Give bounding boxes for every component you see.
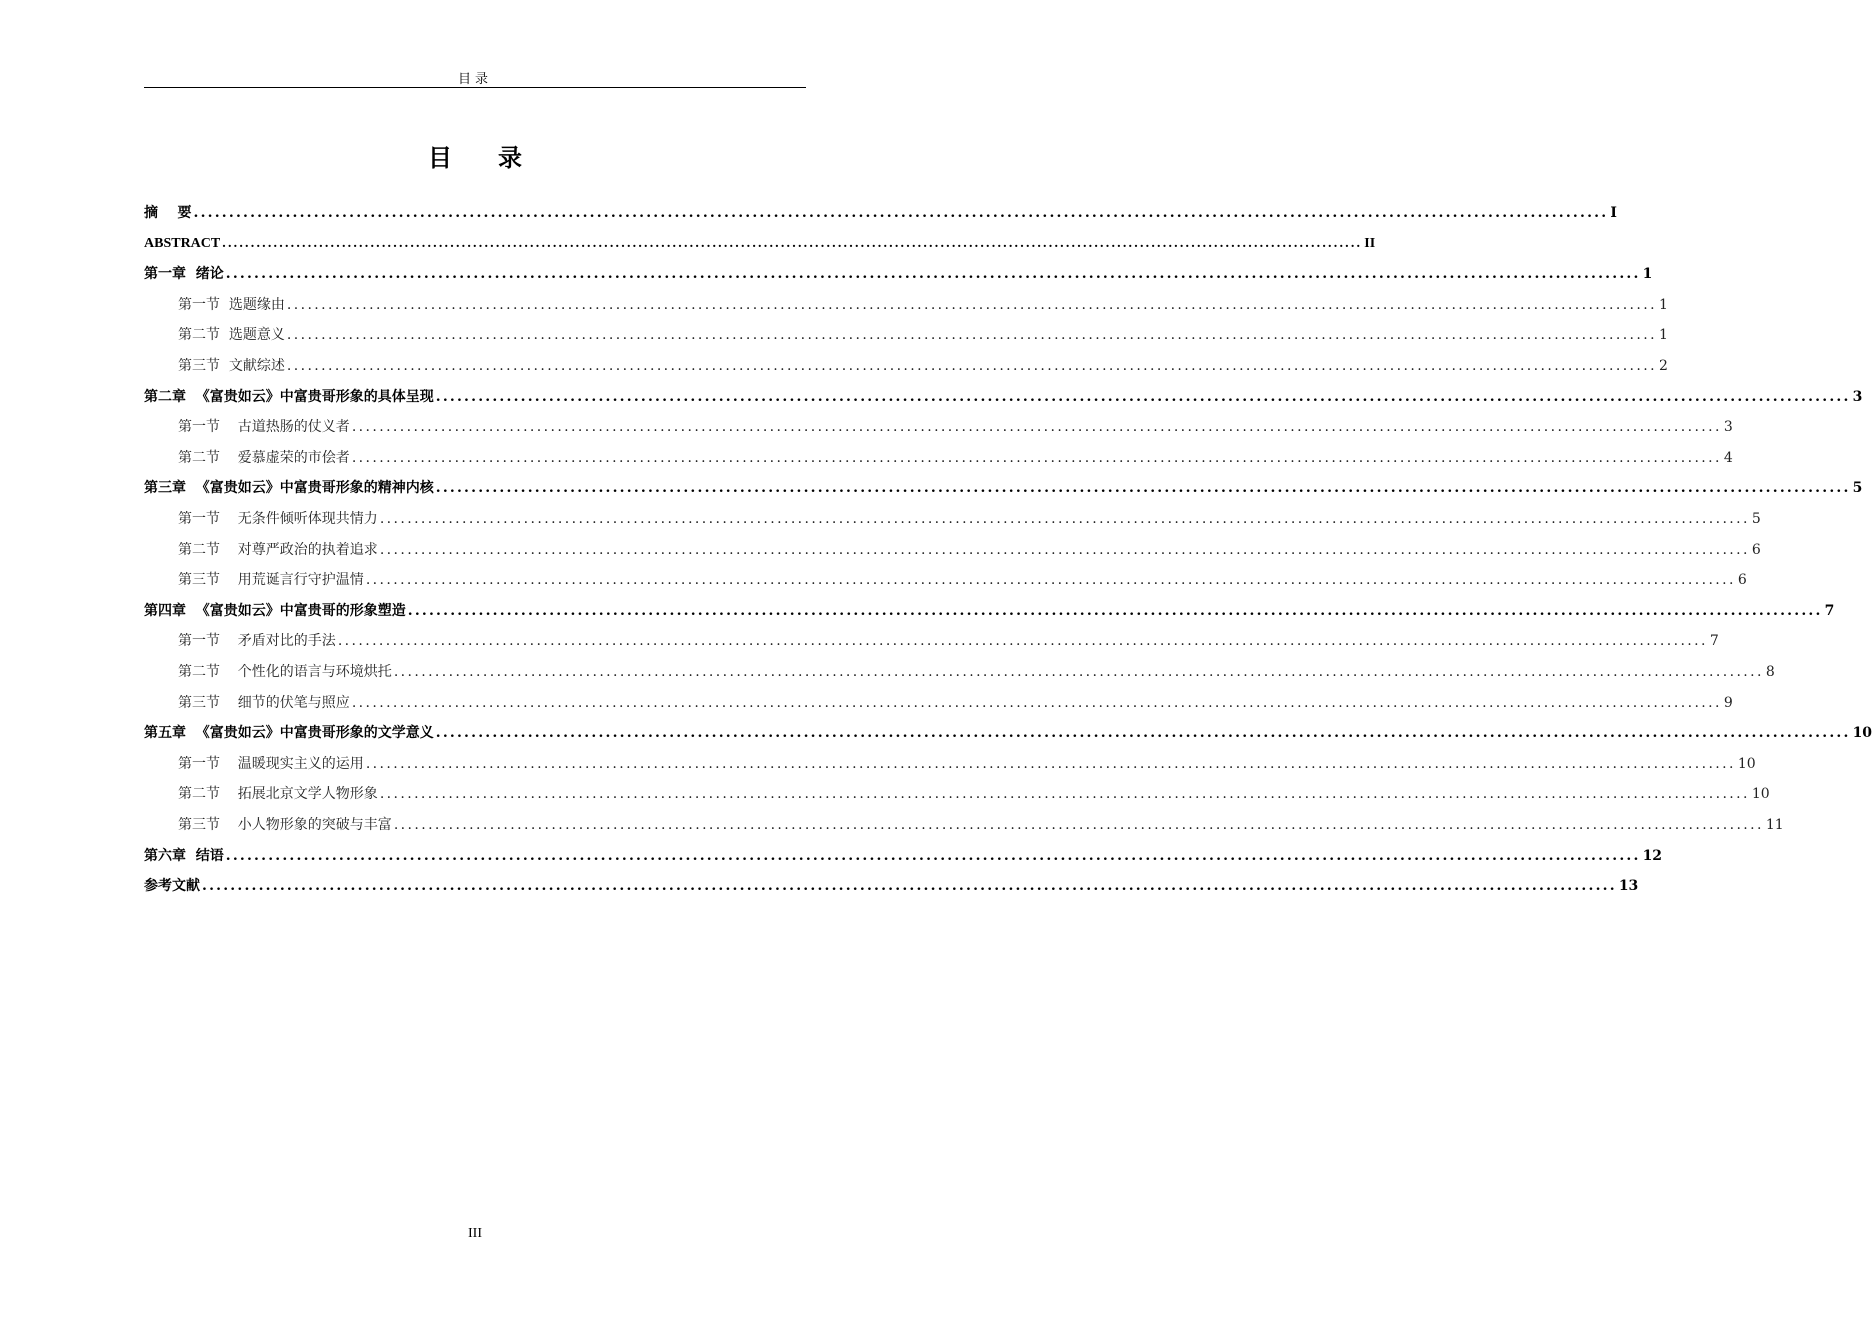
toc-entry-label: 摘 要 [144,205,192,221]
toc-chapter-entry[interactable] [144,233,1376,255]
toc-entry-label: 第一节 无条件倾听体现共情力 [178,511,378,527]
toc-entry-page: 1 [1658,327,1668,344]
toc-entry-label: 第一节 矛盾对比的手法 [178,633,336,650]
toc-entry-page: 1 [1658,296,1668,313]
toc-leader-dots: ........................................................................................................................................................................................................ [393,817,1764,833]
toc-leader-dots: ........................................................................................................................................................................................................ [393,664,1764,680]
toc-entry-label: 第三章 《富贵如云》中富贵哥形象的精神内核 [144,480,434,497]
toc-leader-dots: ........................................................................................................................................................................................................ [337,633,1708,650]
toc-entry-page: 5 [1852,480,1863,497]
toc-leader-dots: ........................................................................................................................................................................................................ [286,296,1657,313]
toc-leader-dots: ........................................................................................................................................................................................................ [222,235,1363,251]
toc-chapter-entry[interactable] [144,722,1872,744]
toc-entry-page: I [1610,205,1617,221]
toc-entry-page: 7 [1824,602,1835,619]
toc-leader-dots: ........................................................................................................................................................................................................ [351,449,1722,466]
toc-section-entry[interactable] [178,753,1756,775]
toc-entry-label: 第四章 《富贵如云》中富贵哥的形象塑造 [144,602,406,619]
toc-entry-page: 10 [1751,786,1770,803]
toc-entry-page: 10 [1737,755,1756,772]
toc-entry-page: 13 [1618,878,1639,895]
title-char-1: 目 [428,144,452,172]
toc-section-entry[interactable] [178,783,1770,805]
toc-chapter-entry[interactable] [144,477,1863,499]
footer-page-number: III [468,1226,482,1241]
toc-entry-label: 第二节 个性化的语言与环境烘托 [178,664,392,680]
toc-entry-label: 第三节 细节的伏笔与照应 [178,694,350,711]
toc-leader-dots: ........................................................................................................................................................................................................ [225,266,1641,283]
toc-section-entry[interactable] [178,294,1668,316]
toc-entry-label: ABSTRACT [144,235,221,251]
toc-entry-page: 8 [1765,664,1775,680]
toc-leader-dots: ........................................................................................................................................................................................................ [225,847,1641,864]
toc-leader-dots: ........................................................................................................................................................................................................ [351,694,1722,711]
toc-section-entry[interactable] [178,814,1784,836]
toc-entry-page: 1 [1642,266,1653,283]
toc-entry-page: 11 [1765,817,1784,833]
toc-section-entry[interactable] [178,661,1775,683]
title-char-2: 录 [498,144,522,172]
toc-entry-label: 第三节 用荒诞言行守护温情 [178,572,364,589]
toc-entry-label: 第一节 选题缘由 [178,296,285,313]
toc-entry-label: 第二节 拓展北京文学人物形象 [178,786,378,803]
toc-section-entry[interactable] [178,508,1761,530]
toc-entry-label: 第六章 结语 [144,847,224,864]
toc-leader-dots: ........................................................................................................................................................................................................ [365,572,1736,589]
toc-chapter-entry[interactable] [144,600,1835,622]
toc-entry-label: 第二节 选题意义 [178,327,285,344]
toc-leader-dots: ........................................................................................................................................................................................................ [379,541,1750,558]
toc-entry-page: 2 [1658,358,1668,374]
toc-entry-label: 第二节 爱慕虚荣的市侩者 [178,449,350,466]
toc-leader-dots: ........................................................................................................................................................................................................ [435,725,1851,742]
toc-chapter-entry[interactable] [144,875,1639,897]
toc-leader-dots: ........................................................................................................................................................................................................ [407,602,1823,619]
toc-entry-page: 5 [1751,511,1761,527]
toc-section-entry[interactable] [178,416,1733,438]
toc-entry-label: 第二章 《富贵如云》中富贵哥形象的具体呈现 [144,388,434,405]
toc-chapter-entry[interactable] [144,202,1617,224]
toc-entry-label: 参考文献 [144,878,200,895]
toc-section-entry[interactable] [178,447,1733,469]
toc-section-entry[interactable] [178,692,1733,714]
toc-chapter-entry[interactable] [144,845,1663,867]
toc-entry-label: 第一章 绪论 [144,266,224,283]
toc-leader-dots: ........................................................................................................................................................................................................ [286,358,1657,374]
toc-leader-dots: ........................................................................................................................................................................................................ [365,755,1736,772]
toc-entry-label: 第二节 对尊严政治的执着追求 [178,541,378,558]
toc-chapter-entry[interactable] [144,386,1863,408]
running-header: 目录 [457,72,492,87]
toc-entry-page: 6 [1751,541,1761,558]
toc-entry-page: 3 [1723,419,1733,436]
toc-leader-dots: ........................................................................................................................................................................................................ [351,419,1722,436]
toc-leader-dots: ........................................................................................................................................................................................................ [193,205,1609,221]
toc-leader-dots: ........................................................................................................................................................................................................ [379,511,1750,527]
toc-leader-dots: ........................................................................................................................................................................................................ [202,878,1617,895]
toc-entry-page: 7 [1709,633,1719,650]
toc-chapter-entry[interactable] [144,263,1653,285]
toc-section-entry[interactable] [178,630,1719,652]
toc-entry-page: II [1364,235,1376,251]
toc-leader-dots: ........................................................................................................................................................................................................ [286,327,1657,344]
toc-leader-dots: ........................................................................................................................................................................................................ [379,786,1750,803]
toc-entry-page: 9 [1723,694,1733,711]
toc-entry-label: 第五章 《富贵如云》中富贵哥形象的文学意义 [144,725,434,742]
toc-entry-label: 第三节 文献综述 [178,358,285,374]
toc-entry-label: 第一节 温暖现实主义的运用 [178,755,364,772]
toc-entry-page: 10 [1852,725,1872,742]
toc-entry-label: 第三节 小人物形象的突破与丰富 [178,817,392,833]
toc-section-entry[interactable] [178,324,1668,346]
toc-entry-label: 第一节 古道热肠的仗义者 [178,419,350,436]
toc-section-entry[interactable] [178,539,1761,561]
toc-entry-page: 12 [1642,847,1663,864]
toc-leader-dots: ........................................................................................................................................................................................................ [435,480,1851,497]
toc-entry-page: 3 [1852,388,1863,405]
toc-section-entry[interactable] [178,355,1668,377]
toc-section-entry[interactable] [178,569,1747,591]
toc-leader-dots: ........................................................................................................................................................................................................ [435,388,1851,405]
toc-entry-page: 6 [1737,572,1747,589]
toc-entry-page: 4 [1723,449,1733,466]
